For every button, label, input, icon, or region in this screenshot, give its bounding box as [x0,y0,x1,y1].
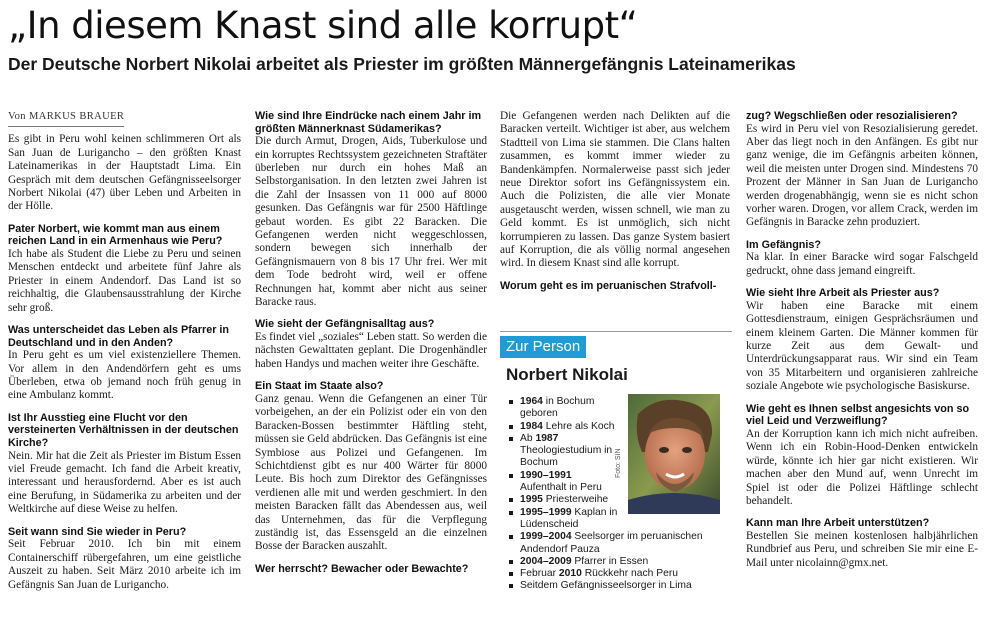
person-name: Norbert Nikolai [506,365,628,384]
answer-paragraph: Es gibt in Peru wohl keinen schlimmeren Ort als San Juan de Lurigancho – den größten Knast Lateinamerikas in der Hauptstadt Lima. Ein Gespräch mit dem deutschen Gefängnisseelsorger Norbert Nikolai (47) über Leben und Arbeiten in der Hölle. [8,133,241,213]
answer-paragraph: Nein. Mir hat die Zeit als Priester im Bistum Essen viel Freude gemacht. Ich fand die Arbeit kreativ, interessant und herausfordernd. Aber es ist auch eine Berufung, in Südamerika zu arbeiten und der Weltkirche auf diese Weise zu helfen. [8,449,241,516]
interview-question: Worum geht es im peruanischen Strafvoll- [500,279,717,292]
bio-text: Theologiestudium in Bochum [520,445,613,469]
column-body [500,110,730,292]
bio-text: Aufenthalt in Peru [520,482,602,494]
answer-paragraph: Wir haben eine Baracke mit einem Gottesdienstraum, einigen Gesprächsräumen und einem kleinem Garten. Die Männer kommen für kurze Zeit aus dem Gewalt- und Unterdrückungsapparat raus. Wir sind ein Team von 35 Mitarbeitern und organisieren zahlreiche soziale Angebote wie psychologische Basiskurse. [746,299,978,393]
bio-text: Priesterweihe [542,494,609,506]
bio-year: 1995–1999 [520,506,572,518]
answer-paragraph: Seit Februar 2010. Ich bin mit einem Containerschiff rübergefahren, um eine geistliche Auszeit zu haben. Seit März 2010 arbeite ich im Gefängnis San Juan de Lurigancho. [8,538,241,591]
bio-item [508,470,618,495]
answer-paragraph: Na klar. In einer Baracke wird sogar Falschgeld gedruckt, ohne dass jemand eingreift. [746,251,978,277]
bio-text: Seitdem Gefängnisseelsorger in Lima [520,580,692,592]
answer-paragraph: Ganz genau. Wenn die Gefangenen an einer Tür vorbeigehen, an der ein Polizist oder ein von den Baracken-Bossen bestimmter Häftling steht, müssen sie Geld abdrücken. Das Gefängnis ist eine Symbiose aus Polizei und Gefangenen. Im Schichtdienst gibt es nur 400 Wärter für 8000 Leute. Bis hoch zum Direktor des Gefängnisses verdienen alle mit und werden geschmiert. In den meisten Baracken fällt das Abendessen aus, weil das Unternehmen, das für die Verpflegung zuständig ist, das Essensgeld an die einzelnen Bosse der Baracken auszahlt. [255,392,487,553]
interview-question: Wie sind Ihre Eindrücke nach einem Jahr im größten Männerknast Südamerikas? [255,110,482,135]
bio-item [508,433,618,470]
answer-paragraph: Es findet viel „soziales“ Leben statt. So werden die nächsten Gewalttaten geplant. Die Drogenhändler haben Handys und machen weiter ihre Geschäfte. [255,331,487,370]
bio-text: Pfarrer in Essen [571,555,649,567]
bio-text: in Bochum geboren [520,396,595,420]
column-4 [746,110,978,570]
answer-paragraph: Die Gefangenen werden nach Delikten auf die Baracken verteilt. Wichtiger ist aber, aus welchem Stadtteil von Lima sie stammen. Die Clans halten zusammen, es kommt immer wieder zu Bandenkämpfen. Normalerweise passt sich jeder neue Direktor sofort ins Gefängnissystem ein. Auch die Polizisten, die alle vier Monate ausgetauscht werden, wissen schnell, wie man zu Geld kommt. Es ist unmöglich, sich nicht korrumpieren zu lassen. Das ganze System basiert auf Korruption, die als völlig normal angesehen wird. In diesem Knast sind alle korrupt. [500,110,730,270]
bio-text: Lehre als Koch [542,420,615,432]
interview-question: Wie sieht der Gefängnisalltag aus? [255,318,435,331]
bio-prefix: Ab [520,432,536,444]
bio-year: 1995 [520,494,543,506]
answer-paragraph: Es wird in Peru viel von Resozialisierung geredet. Aber das liegt noch in den Anfängen. Es gibt nur ganz wenige, die im Gefängnis arbeiten können, weil die meisten unter Drogen sind. Mindestens 70 Prozent der Männer in San Juan de Lurigancho werden drogenabhängig, wenn sie es nicht schon vorher waren. Drogen, vor allem Crack, werden im Gefängnis in Baracke zehn produziert. [746,122,978,229]
bio-item [508,568,732,580]
bio-text: Kaplan in Lüdenscheid [520,506,618,530]
column-1 [8,110,241,592]
bio-prefix: Februar [520,568,559,580]
interview-question: Seit wann sind Sie wieder in Peru? [8,525,187,538]
bio-year: 2010 [558,568,582,580]
bio-item [508,556,732,568]
photo-credit: Foto: SIN [615,448,622,478]
byline [8,110,124,127]
subhead: Der Deutsche Norbert Nikolai arbeitet als Priester im größten Männergefängnis Lateinamerikas [8,54,796,74]
bio-year: 2004–2009 [520,555,572,567]
portrait-photo [628,394,720,514]
interview-question: Im Gefängnis? [746,238,821,251]
bio-year: 1987 [535,432,559,444]
interview-question: zug? Wegschließen oder resozialisieren? [746,110,958,122]
person-tag [500,336,586,358]
interview-question: Wie sieht Ihre Arbeit als Priester aus? [746,287,940,300]
byline-author: MARKUS BRAUER [28,111,125,122]
answer-paragraph: Die durch Armut, Drogen, Aids, Tuberkulose und ein korruptes Rechtssystem gezeichneten Straftäter überleben nur durch ein hohes Maß an Selbstorganisation. In den letzten zwei Jahren ist die Zahl der Insassen von 11 000 auf 8000 gesunken. Das Gefängnis war für 2500 Häftlinge gebaut worden. Es gibt 22 Baracken. Die Gefangenen werden nicht weggeschlossen, sondern bewegen sich innerhalb der Gefängnismauern von 8 bis 17 Uhr frei. Wer mit dem Tode bedroht wird, weil er offene Rechnungen hat, kommt aber nicht aus seiner Baracke raus. [255,135,487,309]
answer-paragraph: An der Korruption kann ich mich nicht aufreiben. Wenn ich ein Robin-Hood-Denken entwickeln würde, könnte ich hier gar nicht existieren. Wir machen aber den Mund auf, wenn Unrecht im Spiel ist oder die Polizei Häftlinge schlecht behandelt. [746,427,978,507]
answer-paragraph: In Peru geht es um viel existenziellere Themen. Vor allem in den Andendörfern geht es ums Überleben, etwa ob jemand noch früh genug in eine Ambulanz kommt. [8,349,241,402]
interview-question: Was unterscheidet das Leben als Pfarrer in Deutschland und in den Anden? [8,324,230,349]
column-3 [500,110,730,292]
column-2 [255,110,487,575]
column-body [255,110,487,575]
bio-text: Rückkehr nach Peru [581,568,678,580]
column-body [8,133,241,592]
bio-text: Seelsorger im peruanischen Andendorf Pauza [520,531,703,555]
interview-question: Pater Norbert, wie kommt man aus einem reichen Land in ein Armenhaus wie Peru? [8,222,223,248]
portrait-illustration [628,394,720,514]
interview-question: Ist Ihr Ausstieg eine Flucht vor den versteinerten Verhältnissen in der deutschen Kirche? [8,411,239,450]
answer-paragraph: Ich habe als Student die Liebe zu Peru und seinen Menschen entdeckt und arbeitete fünf Jahre als Priester in einem Andendorf. Das Land ist so reichhaltig, die Glaubensausstrahlung der Kirche sehr groß. [8,248,241,314]
headline: „In diesem Knast sind alle korrupt“ [8,4,638,47]
bio-item [508,507,618,532]
bio-item [508,531,732,556]
interview-question: Kann man Ihre Arbeit unterstützen? [746,517,930,530]
column-body [746,110,978,570]
interview-question: Wie geht es Ihnen selbst angesichts von so viel Leid und Verzweiflung? [746,402,970,428]
interview-question: Wer herrscht? Bewacher oder Bewachte? [255,562,469,575]
answer-paragraph: Bestellen Sie meinen kostenlosen halbjährlichen Rundbrief aus Peru, und schreiben Sie mir eine E-Mail unter nicolainn@gmx.net. [746,529,978,569]
interview-question: Ein Staat im Staate also? [255,380,384,393]
bio-item [508,396,618,421]
bio-year: 1984 [520,420,543,432]
bio-item [508,580,732,592]
bio-item [508,421,618,433]
person-tag-label: Zur Person [506,338,581,355]
bio-item [508,494,618,506]
bio-year: 1964 [520,396,543,407]
bio-year: 1999–2004 [520,531,572,543]
bio-year: 1990–1991 [520,469,572,481]
byline-von: Von [8,111,26,122]
